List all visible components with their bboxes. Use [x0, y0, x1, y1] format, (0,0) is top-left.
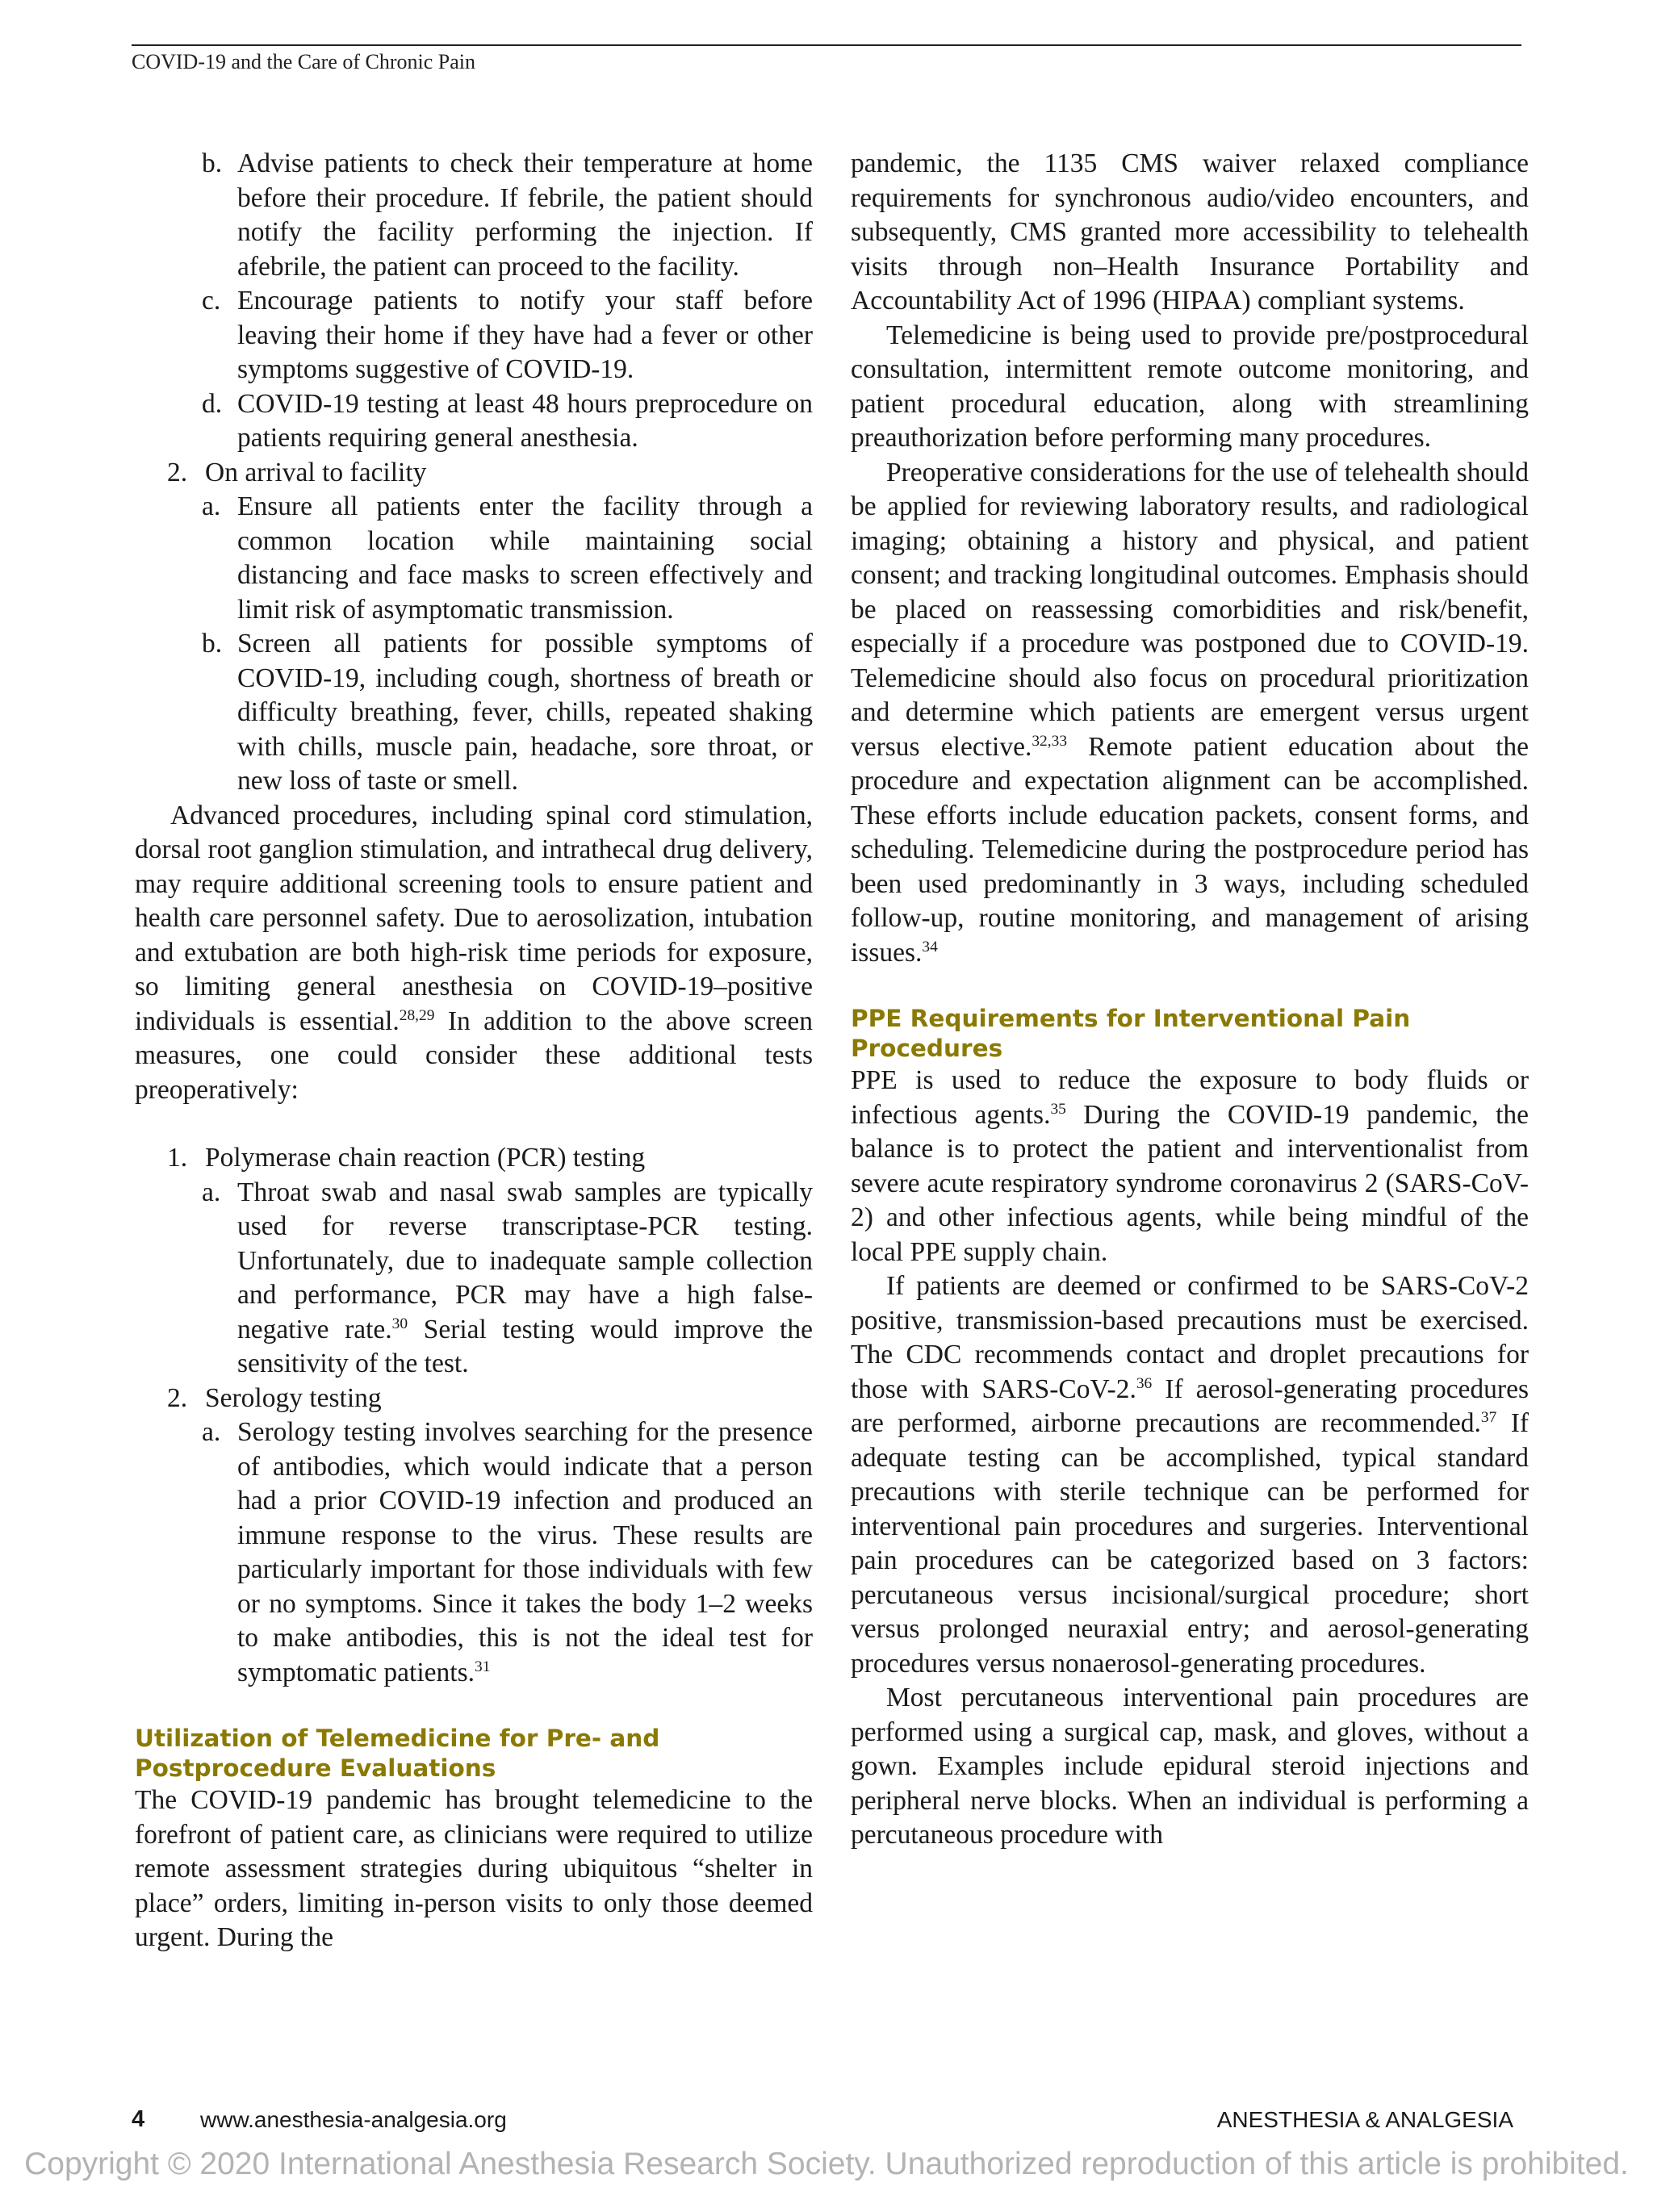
paragraph-text: If adequate testing can be accomplished, typical standard precautions with sterile technique can be performed for interventional pain procedures and surgeries. Interventional pain procedures can be categorized based on 3 factors: percutaneous versus incisional/surgical procedure; short versus prolonged neuraxial entry; and aerosol-generating procedures versus nonaerosol-generating procedures. — [851, 1408, 1529, 1679]
list-item — [135, 1382, 813, 1416]
list-marker: 1. — [167, 1143, 188, 1173]
list-item — [135, 387, 813, 456]
list-item — [135, 284, 813, 387]
paragraph-text: PPE is used to reduce the exposure to body fluids or infectious agents. — [851, 1065, 1529, 1130]
ppe-section-heading: PPE Requirements for Interventional Pain Procedures — [851, 1005, 1411, 1062]
spacer — [851, 970, 1529, 1004]
list-marker: a. — [202, 1177, 221, 1207]
reference-superscript: 32,33 — [1032, 732, 1068, 750]
reference-superscript: 34 — [922, 938, 938, 955]
list-item-text: On arrival to facility — [205, 457, 427, 487]
left-column — [135, 147, 813, 1955]
paragraph-text: Advanced procedures, including spinal cord stimulation, dorsal root ganglion stimulation, and intrathecal drug delivery, may require additional screening tools to ensure patient and health care personnel safety. Due to aerosolization, intubation and extubation are both high-risk time periods for exposure, so limiting general anesthesia on COVID-19–positive individuals is essential. — [135, 800, 813, 1036]
percutaneous-paragraph: Most percutaneous interventional pain procedures are performed using a surgical cap, mask, and gloves, without a gown. Examples include epidural steroid injections and peripheral nerve blocks. When an individual is performing a percutaneous procedure with — [851, 1683, 1529, 1850]
reference-superscript: 30 — [391, 1315, 408, 1332]
advanced-procedures-paragraph — [135, 799, 813, 1108]
list-item — [135, 147, 813, 284]
spacer — [135, 1690, 813, 1724]
list-marker: b. — [202, 148, 223, 178]
list-item — [135, 627, 813, 799]
reference-superscript: 28,29 — [399, 1006, 435, 1024]
list-item-text: Screen all patients for possible symptoms of COVID-19, including cough, shortness of breath or difficulty breathing, fever, chills, repeated shaking with chills, muscle pain, headache, sore throat, or new loss of taste or smell. — [237, 629, 813, 796]
list-marker: d. — [202, 388, 223, 419]
reference-superscript: 36 — [1136, 1374, 1153, 1392]
telemedicine-section-heading: Utilization of Telemedicine for Pre- and Postprocedure Evaluations — [135, 1725, 660, 1782]
list-marker: 2. — [167, 457, 188, 487]
continued-paragraph: pandemic, the 1135 CMS waiver relaxed compliance requirements for synchronous audio/video encounters, and subsequently, CMS granted more accessibility to telehealth visits through non–Health Insurance Portability and Accountability Act of 1996 (HIPAA) compliant systems. — [851, 148, 1529, 316]
page-number: 4 — [132, 2106, 145, 2132]
paragraph-text: If aerosol-generating procedures are performed, airborne precautions are recommended. — [851, 1374, 1529, 1438]
reference-superscript: 31 — [475, 1658, 491, 1675]
ppe-paragraph — [851, 1064, 1529, 1269]
list-item-text: Encourage patients to notify your staff before leaving their home if they have had a fever or other symptoms suggestive of COVID-19. — [237, 286, 813, 384]
spacer — [135, 1107, 813, 1141]
list-marker: 2. — [167, 1382, 188, 1413]
header-rule — [132, 44, 1521, 46]
right-column — [851, 147, 1529, 1853]
journal-url: www.anesthesia-analgesia.org — [200, 2107, 507, 2132]
copyright-notice: Copyright © 2020 International Anesthesia Research Society. Unauthorized reproduction of this article is prohibited. — [24, 2147, 1629, 2181]
list-item — [135, 456, 813, 491]
list-item-text: COVID-19 testing at least 48 hours preprocedure on patients requiring general anesthesia. — [237, 388, 813, 453]
paragraph-text: During the COVID-19 pandemic, the balance is to protect the patient and interventionalist from severe acute respiratory syndrome coronavirus 2 (SARS-CoV-2) and other infectious agents, while being mindful of the local PPE supply chain. — [851, 1099, 1529, 1267]
list-item-text: Serology testing involves searching for the presence of antibodies, which would indicate that a person had a prior COVID-19 infection and produced an immune response to the virus. These results are particularly important for those individuals with few or no symptoms. Since it takes the body 1–2 weeks to make antibodies, this is not the ideal test for symptomatic patients. — [237, 1417, 813, 1687]
paragraph-text: Preoperative considerations for the use of telehealth should be applied for reviewing laboratory results, and radiological imaging; obtaining a history and physical, and patient consent; and tracking longitudinal outcomes. Emphasis should be placed on reassessing comorbidities and risk/benefit, especially if a procedure was postponed due to COVID-19. Telemedicine should also focus on procedural prioritization and determine which patients are emergent versus urgent versus elective. — [851, 457, 1529, 762]
list-marker: c. — [202, 286, 221, 316]
telemedicine-use-paragraph: Telemedicine is being used to provide pre/postprocedural consultation, intermittent remote outcome monitoring, and patient procedural education, along with streamlining preauthorization before performing many procedures. — [851, 320, 1529, 453]
paragraph-text: If patients are deemed or confirmed to be SARS-CoV-2 positive, transmission-based precautions must be exercised. The CDC recommends contact and droplet precautions for those with SARS-CoV-2. — [851, 1271, 1529, 1404]
list-item-text: Throat swab and nasal swab samples are typically used for reverse transcriptase-PCR testing. Unfortunately, due to inadequate sample collection and performance, PCR may have a high false-negative rate. — [237, 1177, 813, 1344]
sars-precautions-paragraph — [851, 1269, 1529, 1681]
preoperative-paragraph — [851, 456, 1529, 971]
list-item-text: Serial testing would improve the sensitivity of the test. — [237, 1314, 813, 1378]
paragraph-text: In addition to the above screen measures, one could consider these additional tests preoperatively: — [135, 1006, 813, 1105]
list-item — [135, 1415, 813, 1690]
list-marker: a. — [202, 1417, 221, 1447]
telemedicine-intro-paragraph: The COVID-19 pandemic has brought telemedicine to the forefront of patient care, as clinicians were required to utilize remote assessment strategies during ubiquitous “shelter in place” orders, limiting in-person visits to only those deemed urgent. During the — [135, 1785, 813, 1952]
list-item-text: Polymerase chain reaction (PCR) testing — [205, 1143, 646, 1173]
list-item-text: Advise patients to check their temperature at home before their procedure. If febrile, the patient should notify the facility performing the injection. If afebrile, the patient can proceed to the facility. — [237, 148, 813, 282]
list-item — [135, 1141, 813, 1176]
list-item — [135, 490, 813, 627]
paragraph-text: Remote patient education about the procedure and expectation alignment can be accomplished. These efforts include education packets, consent forms, and scheduling. Telemedicine during the postprocedure period has been used predominantly in 3 ways, including scheduled follow-up, routine monitoring, and management of arising issues. — [851, 731, 1529, 968]
list-marker: a. — [202, 491, 221, 521]
reference-superscript: 37 — [1480, 1408, 1497, 1426]
running-head: COVID-19 and the Care of Chronic Pain — [132, 50, 476, 73]
journal-name: ANESTHESIA & ANALGESIA — [1216, 2107, 1513, 2132]
list-marker: b. — [202, 629, 223, 659]
list-item-text: Ensure all patients enter the facility through a common location while maintaining social distancing and face masks to screen effectively and limit risk of asymptomatic transmission. — [237, 491, 813, 625]
reference-superscript: 35 — [1050, 1100, 1066, 1118]
list-item — [135, 1176, 813, 1382]
list-item-text: Serology testing — [205, 1382, 382, 1413]
